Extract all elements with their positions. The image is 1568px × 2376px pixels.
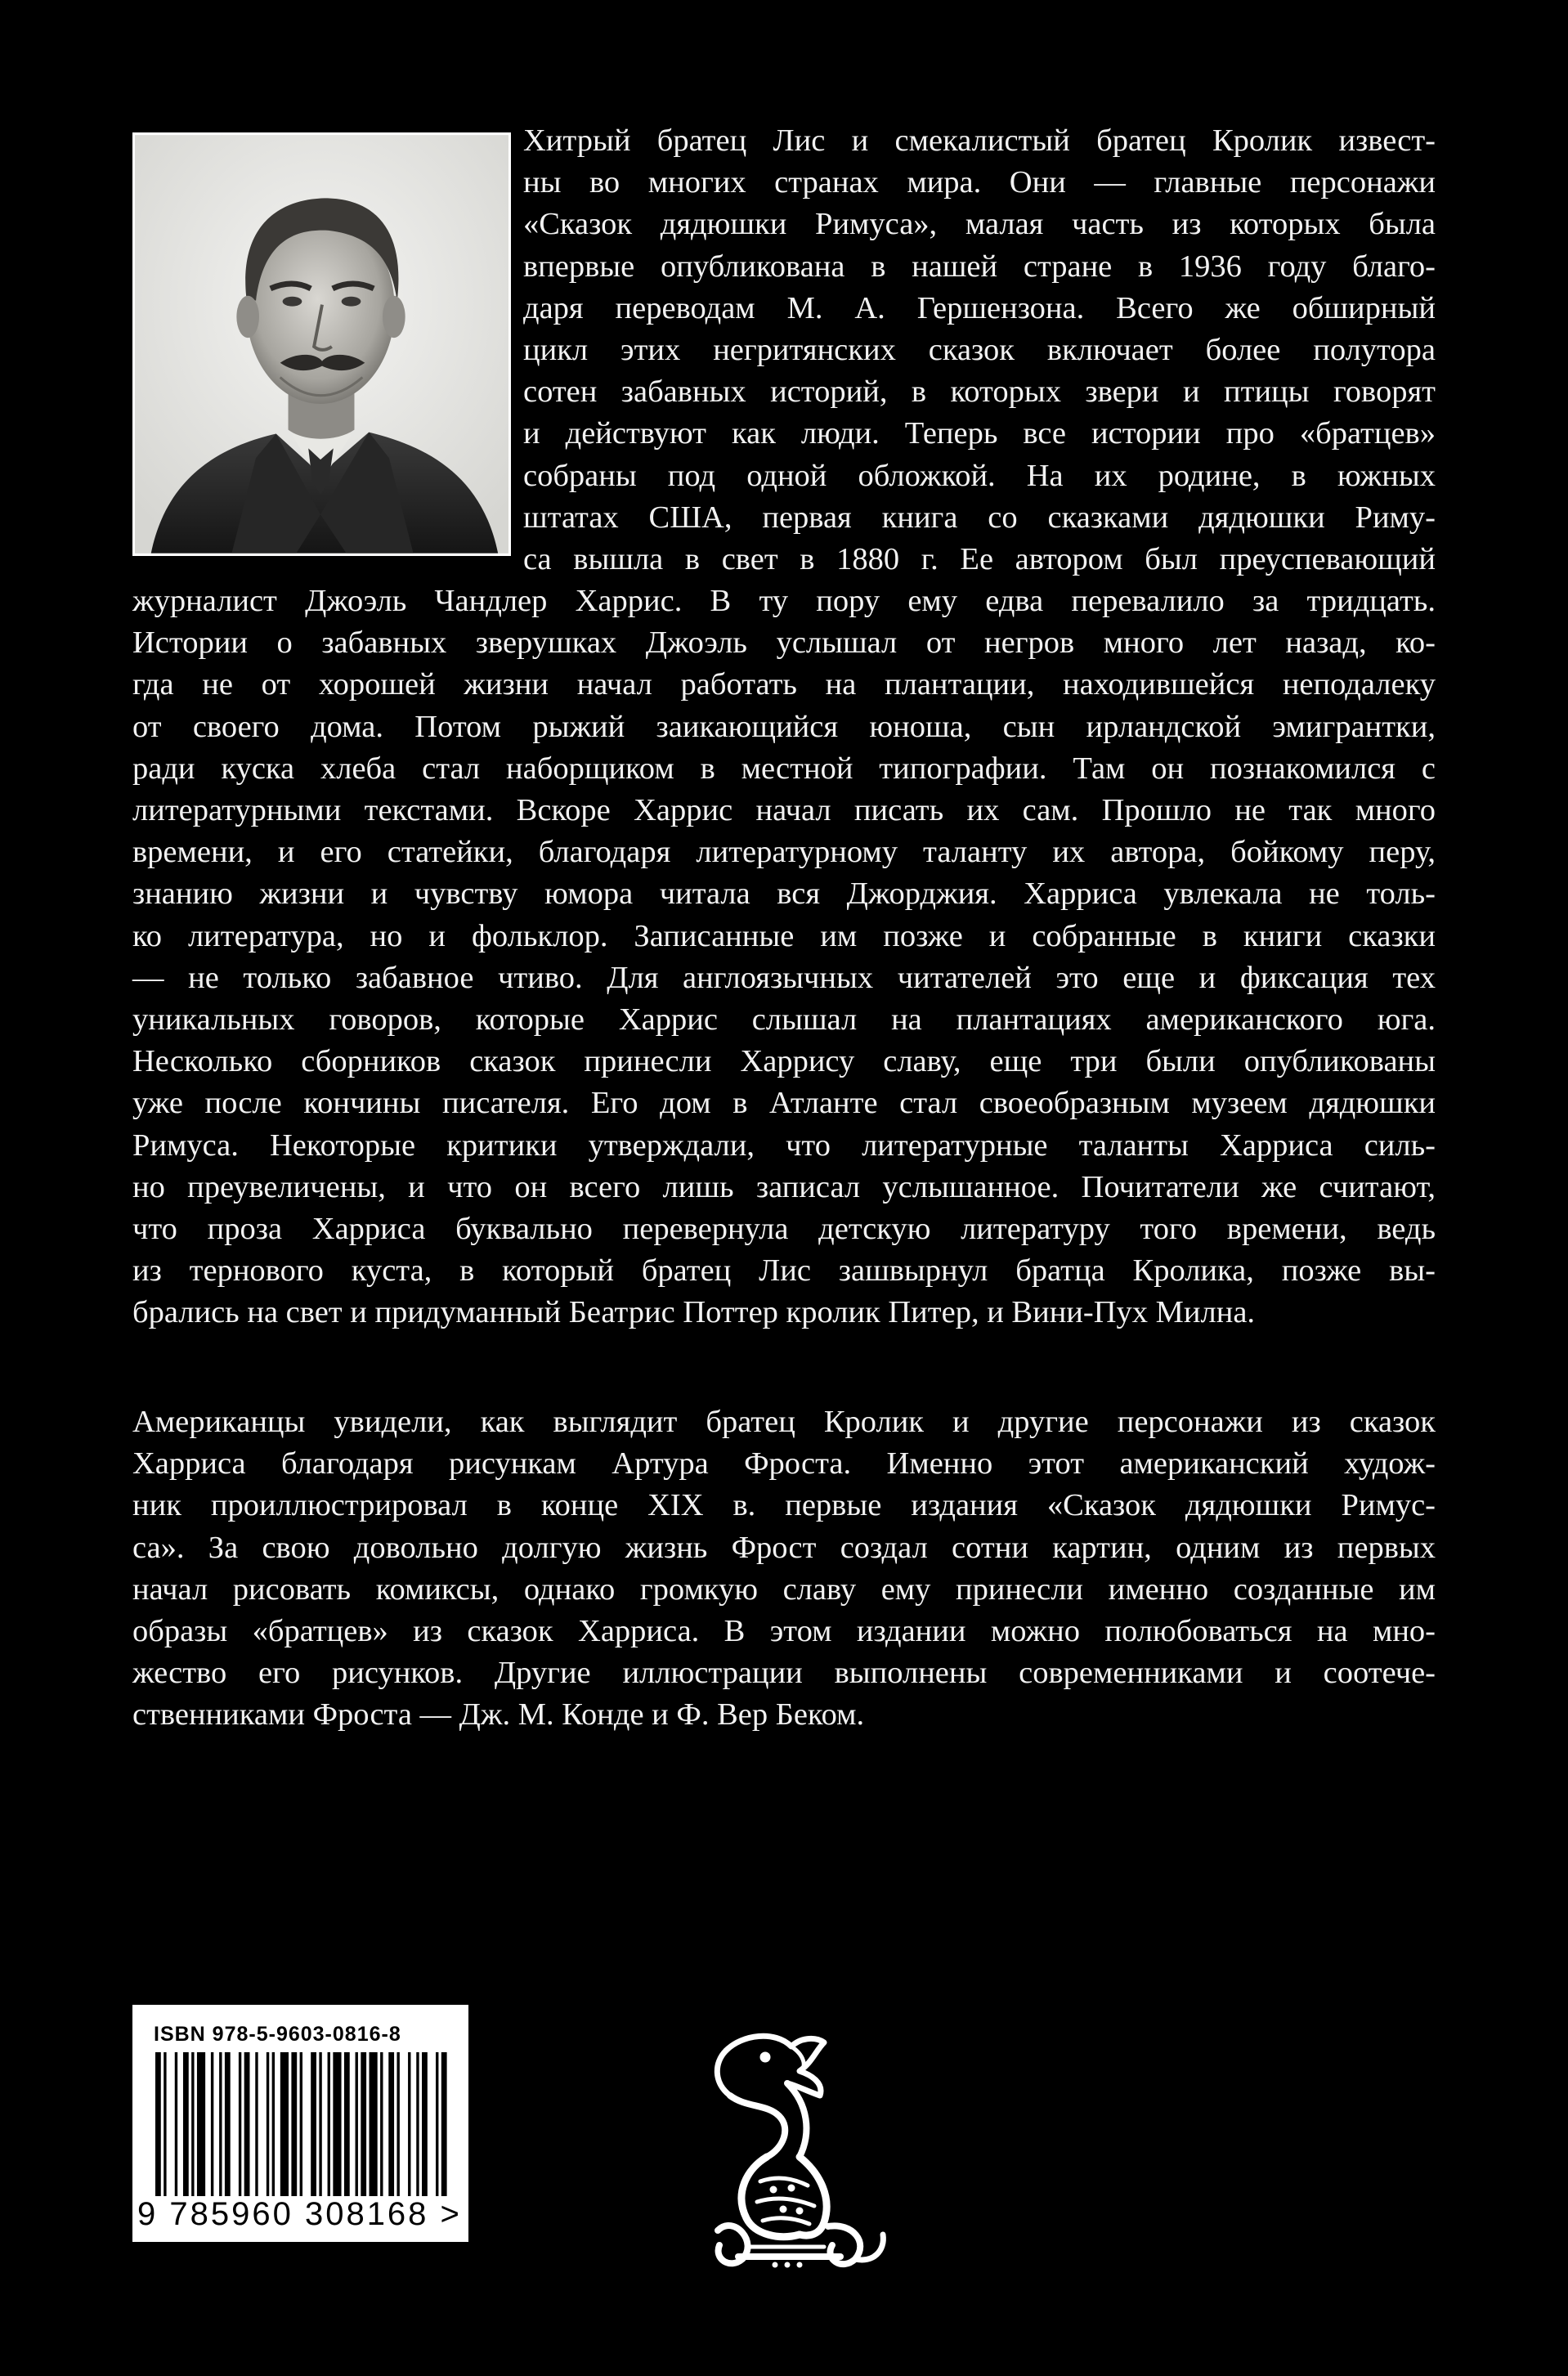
text-line: Хитрый братец Лис и смекалистый братец Кролик извест- [523, 123, 1436, 158]
text-line: литературными текстами. Вскоре Харрис начал писать их сам. Прошло не так много [132, 793, 1436, 828]
text-line: брались на свет и придуманный Беатрис Поттер кролик Питер, и Вини-Пух Милна. [132, 1295, 1256, 1330]
text-line: цикл этих негритянских сказок включает более полутора [523, 333, 1436, 368]
text-line: ственниками Фроста — Дж. М. Конде и Ф. Вер Беком. [132, 1697, 865, 1733]
text-line: от своего дома. Потом рыжий заикающийся юноша, сын ирландской эмигрантки, [132, 709, 1436, 744]
barcode-icon [155, 2052, 450, 2196]
text-line: времени, и его статейки, благодаря литературному таланту их автора, бойкому перу, [132, 835, 1436, 870]
text-line: ко литература, но и фольклор. Записанные им позже и собранные в книги сказки [132, 918, 1436, 953]
text-line: образы «братцев» из сказок Харриса. В этом издании можно полюбоваться на мно- [132, 1614, 1436, 1649]
text-line: сотен забавных историй, в которых звери и птицы говорят [523, 374, 1436, 410]
text-line: гда не от хорошей жизни начал работать на плантации, находившейся неподалеку [132, 667, 1436, 702]
text-line: знанию жизни и чувству юмора читала вся Джорджия. Харриса увлекала не толь- [132, 876, 1436, 912]
text-line: са вышла в свет в 1880 г. Ее автором был преуспевающий [523, 542, 1436, 577]
text-line: уникальных говоров, которые Харрис слышал на плантациях американского юга. [132, 1002, 1436, 1038]
author-portrait-icon [132, 132, 511, 556]
barcode-digits: 9 785960 308168 > [137, 2196, 462, 2232]
intro-paragraph-full-width [132, 581, 1436, 1334]
text-line: жество его рисунков. Другие иллюстрации выполнены современниками и соотече- [132, 1656, 1436, 1691]
text-line: начал рисовать комиксы, однако громкую славу ему принесли именно созданные им [132, 1571, 1436, 1607]
text-line: Несколько сборников сказок принесли Харрису славу, еще три были опубликованы [132, 1044, 1436, 1079]
text-line: но преувеличены, и что он всего лишь записал услышанное. Почитатели же считают, [132, 1169, 1436, 1204]
text-line: что проза Харриса буквально перевернула детскую литературу того времени, ведь [132, 1212, 1436, 1247]
illustrator-paragraph [132, 1401, 1436, 1737]
dragon-logo-icon [669, 2026, 898, 2271]
text-line: Истории о забавных зверушках Джоэль услышал от негров много лет назад, ко- [132, 625, 1436, 661]
text-line: из тернового куста, в который братец Лис зашвырнул братца Кролика, позже вы- [132, 1253, 1436, 1289]
text-line: штатах США, первая книга со сказками дядюшки Риму- [523, 500, 1436, 535]
isbn-label: ISBN 978-5-9603-0816-8 [154, 2023, 401, 2046]
text-line: — не только забавное чтиво. Для англоязычных читателей это еще и фиксация тех [132, 960, 1436, 995]
text-line: впервые опубликована в нашей стране в 1936 году благо- [523, 249, 1436, 284]
text-line: ны во многих странах мира. Они — главные персонажи [523, 165, 1436, 200]
text-line: ради куска хлеба стал наборщиком в местной типографии. Там он познакомился с [132, 751, 1436, 786]
intro-paragraph-right-column [523, 120, 1436, 581]
text-line: «Сказок дядюшки Римуса», малая часть из которых была [523, 207, 1436, 242]
text-line: Харриса благодаря рисункам Артура Фроста. Именно этот американский худож- [132, 1446, 1436, 1482]
text-line: даря переводам М. А. Гершензона. Всего же обширный [523, 290, 1436, 325]
text-line: Американцы увидели, как выглядит братец Кролик и другие персонажи из сказок [132, 1405, 1436, 1439]
text-line: и действуют как люди. Теперь все истории про «братцев» [523, 416, 1436, 451]
text-line: журналист Джоэль Чандлер Харрис. В ту пору ему едва перевалило за тридцать. [132, 584, 1436, 618]
text-line: са». За свою довольно долгую жизнь Фрост создал сотни картин, одним из первых [132, 1530, 1436, 1565]
text-line: ник проиллюстрировал в конце XIX в. первые издания «Сказок дядюшки Римус- [132, 1488, 1436, 1523]
text-line: уже после кончины писателя. Его дом в Атланте стал своеобразным музеем дядюшки [132, 1086, 1436, 1121]
text-line: собраны под одной обложкой. На их родине, в южных [523, 458, 1436, 493]
text-line: Римуса. Некоторые критики утверждали, что литературные таланты Харриса силь- [132, 1127, 1436, 1163]
isbn-barcode [132, 2005, 468, 2242]
